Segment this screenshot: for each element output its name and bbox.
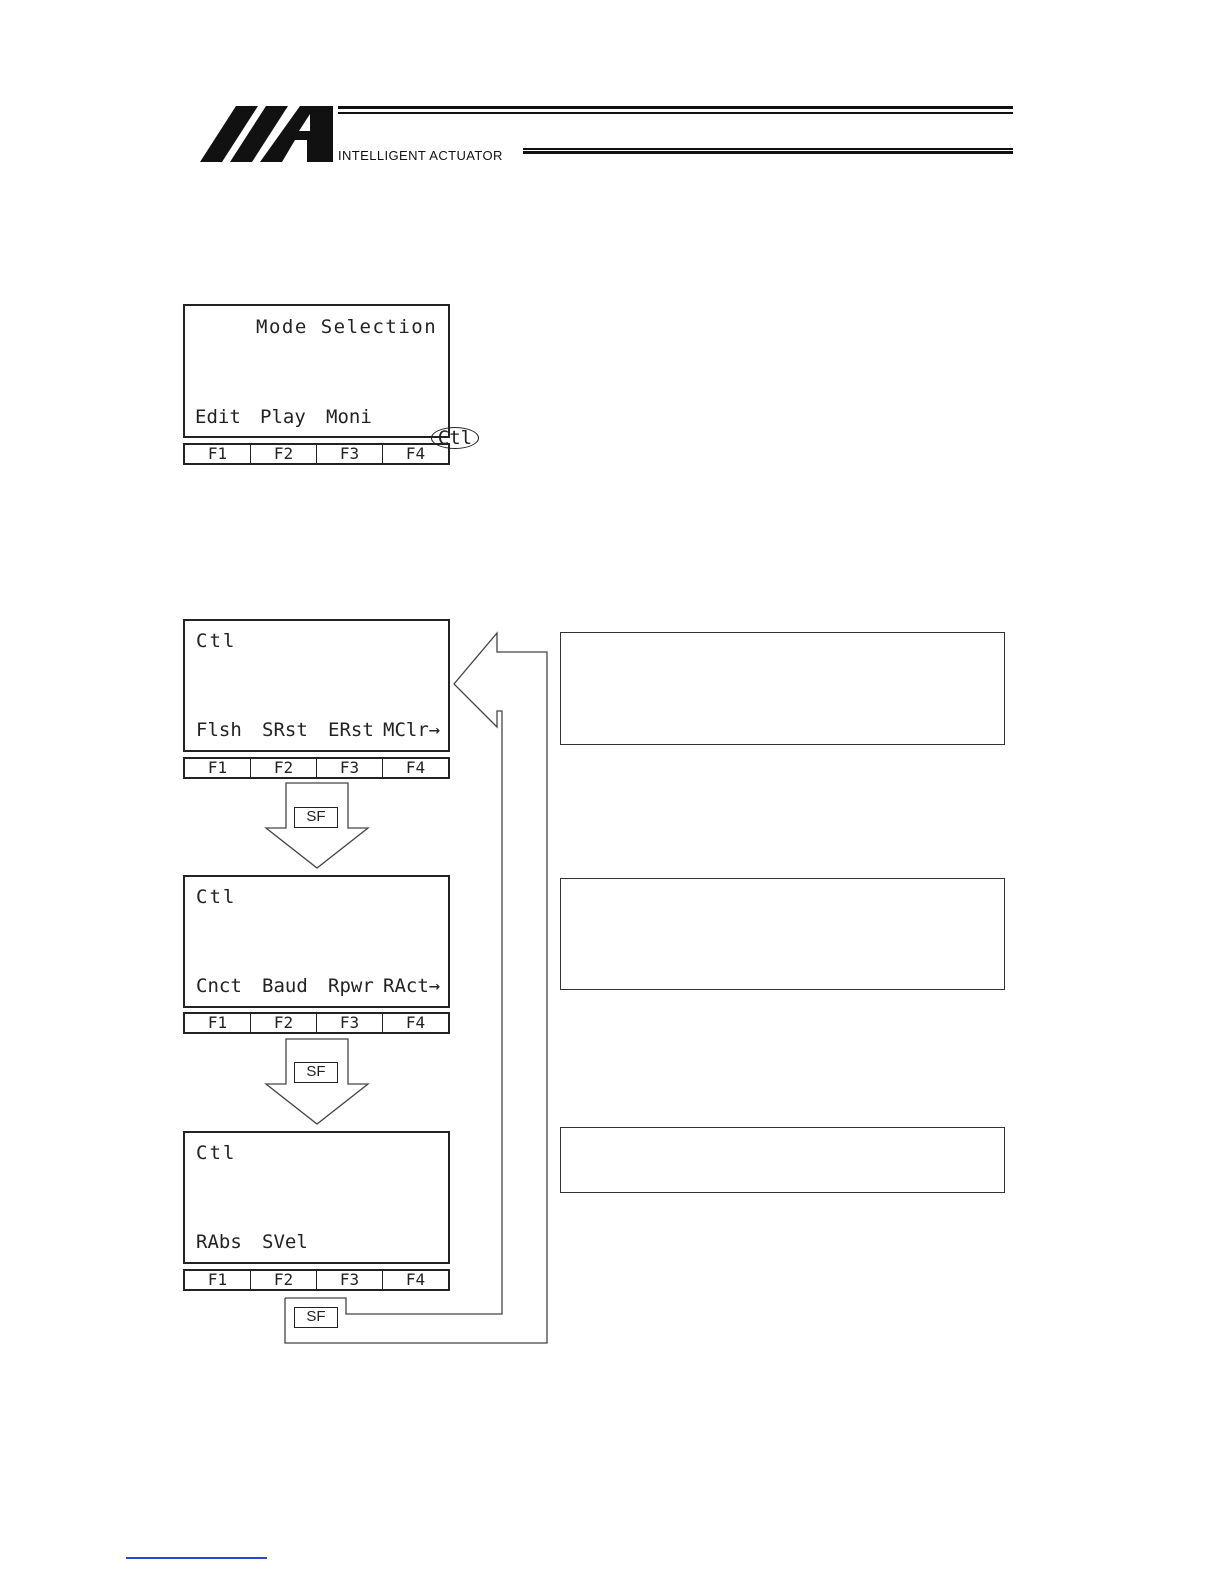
brand-text: INTELLIGENT ACTUATOR	[338, 148, 503, 163]
softkey-mclr[interactable]: MClr→	[383, 719, 441, 741]
fkey-f2[interactable]: F2	[251, 759, 317, 777]
screen-title: Ctl	[196, 630, 237, 652]
fkey-f4[interactable]: F4	[405, 758, 426, 777]
softkey-rpwr[interactable]: Rpwr	[328, 975, 374, 997]
softkey-moni[interactable]: Moni	[326, 406, 372, 428]
sf-key[interactable]: SF	[294, 807, 338, 828]
fkey-f2[interactable]: F2	[251, 1014, 317, 1032]
screen-title: Ctl	[196, 886, 237, 908]
note-box-3	[560, 1127, 1005, 1193]
sf-key[interactable]: SF	[294, 1307, 338, 1328]
softkey-edit[interactable]: Edit	[195, 406, 241, 428]
fkey-f4[interactable]: F4	[405, 1013, 426, 1032]
note-box-1	[560, 632, 1005, 745]
sf-key[interactable]: SF	[294, 1062, 338, 1083]
fkey-f3[interactable]: F3	[317, 1271, 383, 1289]
fkey-f2[interactable]: F2	[251, 445, 317, 463]
note-box-2	[560, 878, 1005, 990]
fkey-f1[interactable]: F1	[185, 1014, 251, 1032]
softkey-baud[interactable]: Baud	[262, 975, 308, 997]
softkey-ract[interactable]: RAct→	[383, 975, 441, 997]
fkey-f2[interactable]: F2	[251, 1271, 317, 1289]
fkey-f1[interactable]: F1	[185, 445, 251, 463]
fkey-f3[interactable]: F3	[317, 1014, 383, 1032]
fkey-f1[interactable]: F1	[185, 1271, 251, 1289]
fkey-f3[interactable]: F3	[317, 445, 383, 463]
fkey-f3[interactable]: F3	[317, 759, 383, 777]
softkey-cnct[interactable]: Cnct	[196, 975, 242, 997]
softkey-flsh[interactable]: Flsh	[196, 719, 242, 741]
screen-title: Mode Selection	[256, 316, 438, 338]
softkey-rabs[interactable]: RAbs	[196, 1231, 242, 1253]
softkey-srst[interactable]: SRst	[262, 719, 308, 741]
softkey-erst[interactable]: ERst	[328, 719, 374, 741]
fkey-f1[interactable]: F1	[185, 759, 251, 777]
fkey-f4[interactable]: F4	[405, 444, 426, 463]
softkey-svel[interactable]: SVel	[262, 1231, 308, 1253]
screen-title: Ctl	[196, 1142, 237, 1164]
softkey-play[interactable]: Play	[260, 406, 306, 428]
footer-link-underline[interactable]	[126, 1557, 267, 1559]
fkey-f4[interactable]: F4	[405, 1270, 426, 1289]
selected-oval: Ctl	[431, 427, 479, 449]
